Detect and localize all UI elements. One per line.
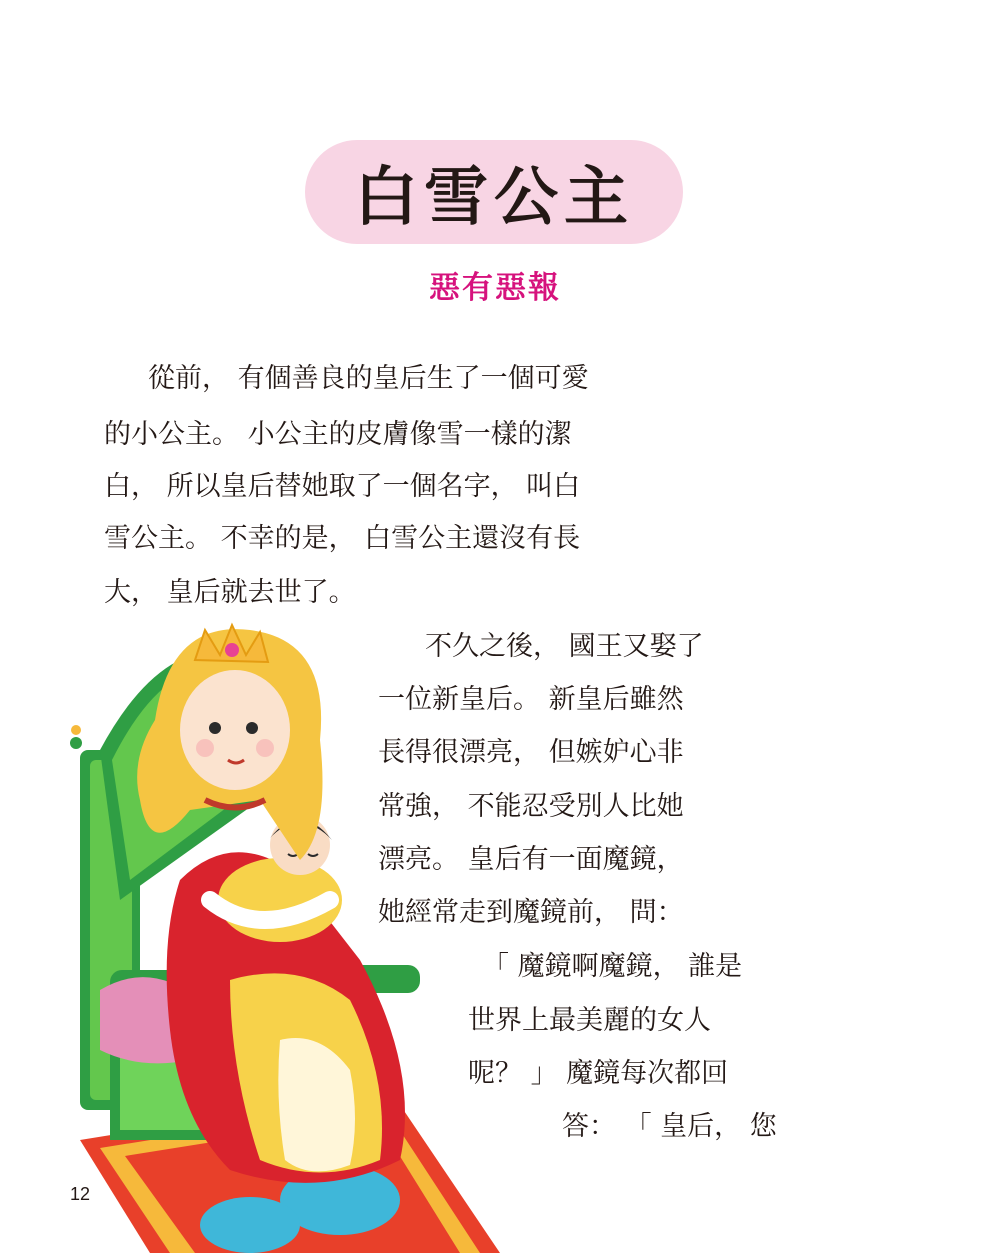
queen-illustration: [60, 600, 520, 1253]
story-line: 她經常走到魔鏡前， 問：: [378, 897, 684, 928]
story-line: 雪公主。 不幸的是， 白雪公主還沒有長: [104, 523, 581, 554]
story-line: 從前， 有個善良的皇后生了一個可愛: [148, 363, 589, 394]
story-line: 漂亮。 皇后有一面魔鏡，: [378, 844, 684, 875]
page-subtitle: 惡有惡報: [429, 270, 561, 306]
story-line: 呢？ 」 魔鏡每次都回: [468, 1058, 729, 1089]
page-number: 12: [70, 1184, 91, 1204]
story-line: 常強， 不能忍受別人比她: [378, 791, 684, 822]
story-line: 一位新皇后。 新皇后雖然: [378, 684, 684, 715]
story-line: 世界上最美麗的女人: [468, 1005, 711, 1036]
page-title: 白雪公主: [354, 161, 634, 235]
story-line: 長得很漂亮， 但嫉妒心非: [378, 737, 684, 768]
story-line: 「 魔鏡啊魔鏡， 誰是: [482, 951, 743, 982]
story-line: 的小公主。 小公主的皮膚像雪一樣的潔: [104, 419, 572, 450]
story-line: 不久之後， 國王又娶了: [425, 631, 704, 662]
story-line: 大， 皇后就去世了。: [104, 577, 356, 608]
story-line: 白， 所以皇后替她取了一個名字， 叫白: [104, 471, 581, 502]
story-line: 答： 「 皇后， 您: [562, 1111, 777, 1142]
